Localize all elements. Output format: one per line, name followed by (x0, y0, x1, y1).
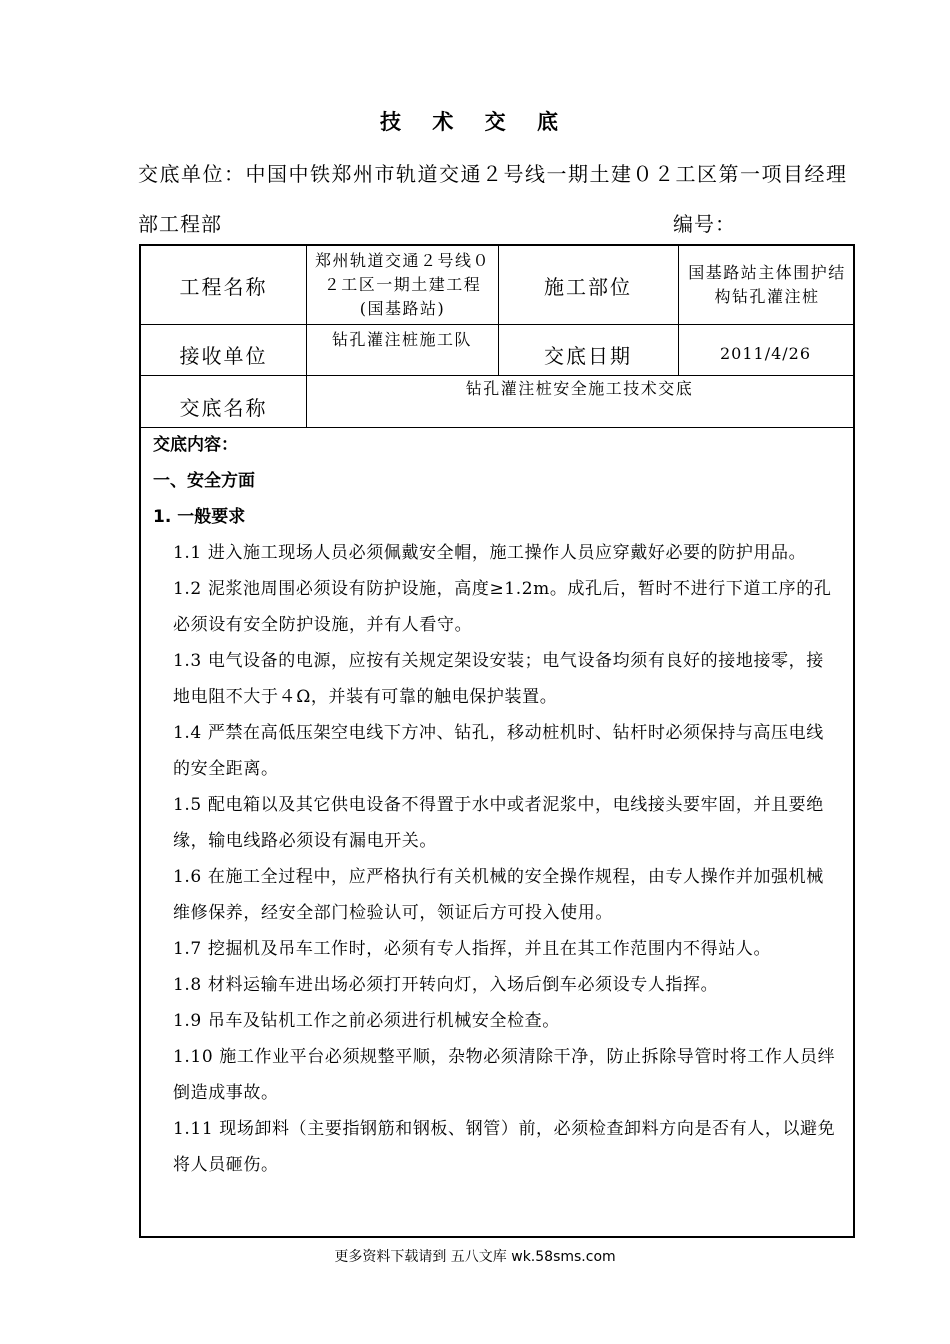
issuing-unit-continued: 部工程部 (138, 212, 222, 236)
disclosure-content (141, 427, 853, 1183)
list-item: 1.10 施工作业平台必须规整平顺，杂物必须清除干净，防止拆除导管时将工作人员绊倒造成事故。 (173, 1047, 836, 1103)
disclosure-name-value: 钻孔灌注桩安全施工技术交底 (465, 379, 694, 398)
list-item: 1.8 材料运输车进出场必须打开转向灯，入场后倒车必须设专人指挥。 (173, 975, 719, 995)
receiving-unit-value: 钻孔灌注桩施工队 (331, 330, 472, 349)
disclosure-date-value: 2011/4/26 (719, 343, 812, 363)
section-heading-safety: 一、安全方面 (153, 471, 255, 491)
list-item: 1.7 挖掘机及吊车工作时，必须有专人指挥，并且在其工作范围内不得站人。 (173, 939, 772, 959)
project-name-label: 工程名称 (179, 274, 268, 299)
issuing-unit: 交底单位：中国中铁郑州市轨道交通２号线一期土建０２工区第一项目经理 (138, 162, 848, 186)
list-item: 1.9 吊车及钻机工作之前必须进行机械安全检查。 (173, 1011, 560, 1031)
serial-number-label: 编号： (673, 212, 736, 236)
list-item: 1.6 在施工全过程中，应严格执行有关机械的安全操作规程，由专人操作并加强机械维修保养，经安全部门检验认可，领证后方可投入使用。 (173, 867, 824, 923)
list-item: 1.4 严禁在高低压架空电线下方冲、钻孔，移动桩机时、钻杆时必须保持与高压电线的安全距离。 (173, 723, 824, 779)
footer-watermark: 更多资料下载请到 五八文库 wk.58sms.com (334, 1249, 616, 1265)
list-item: 1.2 泥浆池周围必须设有防护设施，高度≥1.2m。成孔后，暂时不进行下道工序的孔必须设有安全防护设施，并有人看守。 (173, 579, 832, 635)
disclosure-date-label: 交底日期 (544, 344, 632, 368)
construction-part-label: 施工部位 (544, 274, 632, 299)
construction-part-value: 国基路站主体围护结构钻孔灌注桩 (688, 263, 846, 306)
document-title: 技 术 交 底 (380, 110, 570, 134)
list-item: 1.3 电气设备的电源，应按有关规定架设安装；电气设备均须有良好的接地接零，接地电阻不大于４Ω，并装有可靠的触电保护装置。 (173, 651, 824, 707)
project-name-value: 郑州轨道交通２号线０２工区一期土建工程(国基路站) (315, 251, 491, 318)
disclosure-name-label: 交底名称 (179, 395, 268, 420)
list-item: 1.5 配电箱以及其它供电设备不得置于水中或者泥浆中，电线接头要牢固，并且要绝缘，输电线路必须设有漏电开关。 (173, 795, 824, 851)
content-heading: 交底内容： (153, 435, 238, 455)
disclosure-table (139, 244, 855, 1238)
receiving-unit-label: 接收单位 (179, 344, 268, 368)
list-item: 1.11 现场卸料（主要指钢筋和钢板、钢管）前，必须检查卸料方向是否有人，以避免将人员砸伤。 (173, 1119, 836, 1175)
subsection-general-requirements: 1. 一般要求 (153, 507, 246, 527)
list-item: 1.1 进入施工现场人员必须佩戴安全帽，施工操作人员应穿戴好必要的防护用品。 (173, 543, 807, 563)
